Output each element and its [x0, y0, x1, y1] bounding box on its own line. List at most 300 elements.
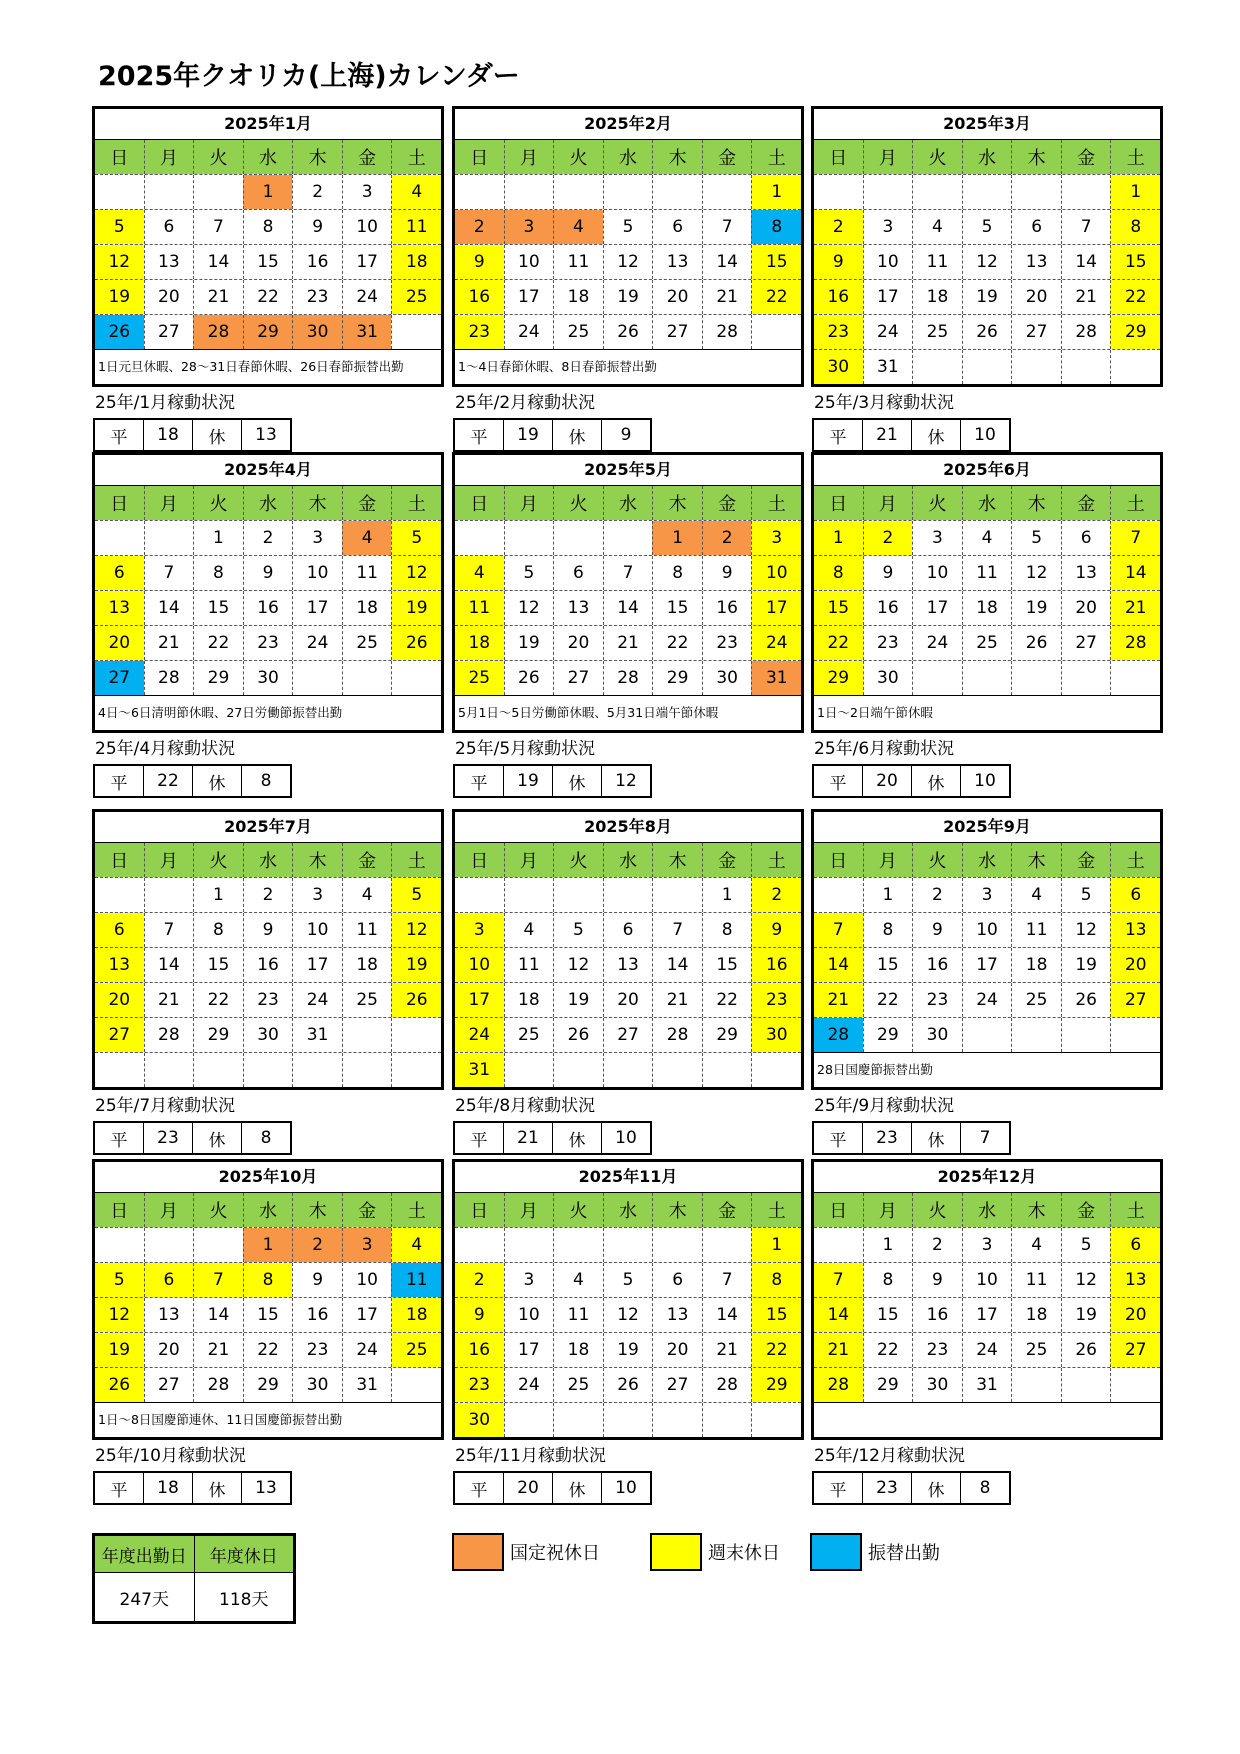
empty-day-cell	[243, 1053, 293, 1087]
week-row	[95, 1017, 441, 1052]
day-cell: 29	[702, 1018, 752, 1052]
weekday-header: 日	[95, 140, 144, 174]
empty-day-cell	[962, 175, 1012, 209]
day-cell: 19	[1061, 1298, 1111, 1332]
month-table	[811, 452, 1163, 733]
status-work-label: 平	[829, 1480, 847, 1501]
day-cell: 24	[863, 315, 913, 349]
day-cell: 1	[652, 521, 702, 555]
weekday-header: 日	[95, 486, 144, 520]
day-cell: 6	[144, 210, 194, 244]
status-rest-label: 休	[911, 766, 960, 796]
weekday-header-row	[455, 140, 801, 174]
weekday-header-row	[95, 843, 441, 877]
day-cell: 10	[342, 210, 392, 244]
day-cell: 18	[455, 626, 504, 660]
day-cell: 21	[193, 280, 243, 314]
month-status-table	[93, 1121, 292, 1155]
month-status-caption: 25年/8月稼動状況	[455, 1096, 596, 1116]
status-rest-label: 休	[552, 1123, 601, 1153]
week-row	[455, 590, 801, 625]
week-row	[814, 1297, 1160, 1332]
day-cell: 23	[912, 983, 962, 1017]
day-cell: 6	[1110, 1228, 1160, 1262]
weekday-header: 月	[863, 843, 913, 877]
day-cell: 3	[962, 1228, 1012, 1262]
weekday-header: 金	[702, 486, 752, 520]
day-cell: 29	[814, 661, 863, 695]
day-cell: 13	[1061, 556, 1111, 590]
day-cell: 9	[912, 913, 962, 947]
day-cell: 16	[814, 280, 863, 314]
day-cell: 18	[553, 280, 603, 314]
week-row	[814, 625, 1160, 660]
weekday-header: 木	[1011, 140, 1061, 174]
weekday-header: 水	[243, 1193, 293, 1227]
empty-day-cell	[603, 175, 653, 209]
day-cell: 2	[292, 1228, 342, 1262]
day-cell: 23	[814, 315, 863, 349]
day-cell: 20	[144, 1333, 194, 1367]
day-cell: 1	[702, 878, 752, 912]
status-rest-count: 7	[960, 1123, 1009, 1153]
day-cell: 28	[652, 1018, 702, 1052]
month-calendar	[92, 1159, 444, 1440]
day-cell: 4	[912, 210, 962, 244]
day-cell: 5	[1061, 878, 1111, 912]
day-cell: 4	[342, 521, 392, 555]
day-cell: 2	[702, 521, 752, 555]
weekday-header: 土	[751, 140, 801, 174]
day-cell: 8	[243, 210, 293, 244]
status-work-label: 平	[470, 773, 488, 794]
day-cell: 5	[603, 1263, 653, 1297]
day-cell: 29	[751, 1368, 801, 1402]
day-cell: 5	[603, 210, 653, 244]
legend-holiday-swatch	[452, 1533, 504, 1571]
day-cell: 24	[962, 1333, 1012, 1367]
day-cell: 5	[553, 913, 603, 947]
day-cell: 24	[912, 626, 962, 660]
day-cell: 7	[1110, 521, 1160, 555]
empty-day-cell	[553, 521, 603, 555]
day-cell: 26	[504, 661, 554, 695]
day-cell: 13	[144, 1298, 194, 1332]
day-cell: 11	[342, 556, 392, 590]
weekday-header: 日	[814, 1193, 863, 1227]
week-row	[455, 912, 801, 947]
day-cell: 10	[292, 913, 342, 947]
weekday-header: 土	[751, 1193, 801, 1227]
status-work-count: 20	[503, 1473, 552, 1503]
week-row	[814, 590, 1160, 625]
day-cell: 30	[912, 1368, 962, 1402]
day-cell: 19	[603, 1333, 653, 1367]
day-cell: 4	[391, 175, 441, 209]
month-title: 2025年3月	[814, 109, 1160, 140]
weekday-header: 火	[912, 843, 962, 877]
month-table	[811, 809, 1163, 1090]
day-cell: 12	[391, 913, 441, 947]
day-cell: 6	[603, 913, 653, 947]
empty-day-cell	[603, 1053, 653, 1087]
day-cell: 16	[292, 1298, 342, 1332]
day-cell: 5	[95, 1263, 144, 1297]
day-cell: 12	[553, 948, 603, 982]
empty-day-cell	[912, 661, 962, 695]
day-cell: 18	[962, 591, 1012, 625]
page-title: 2025年クオリカ(上海)カレンダー	[98, 61, 520, 92]
day-cell: 16	[455, 1333, 504, 1367]
day-cell: 29	[652, 661, 702, 695]
day-cell: 31	[863, 350, 913, 384]
day-cell: 9	[455, 245, 504, 279]
weekday-header-row	[455, 843, 801, 877]
empty-day-cell	[702, 1053, 752, 1087]
empty-day-cell	[814, 878, 863, 912]
weekday-header: 土	[751, 843, 801, 877]
day-cell: 25	[342, 983, 392, 1017]
day-cell: 19	[603, 280, 653, 314]
empty-day-cell	[95, 175, 144, 209]
week-row	[455, 947, 801, 982]
weekday-header: 日	[814, 140, 863, 174]
day-cell: 1	[751, 175, 801, 209]
empty-day-cell	[652, 1053, 702, 1087]
day-cell: 26	[1011, 626, 1061, 660]
day-cell: 31	[342, 1368, 392, 1402]
day-cell: 4	[391, 1228, 441, 1262]
day-cell: 22	[814, 626, 863, 660]
day-cell: 2	[455, 1263, 504, 1297]
empty-day-cell	[504, 1403, 554, 1437]
empty-day-cell	[603, 1228, 653, 1262]
day-cell: 31	[292, 1018, 342, 1052]
weekday-header: 月	[504, 140, 554, 174]
month-status-caption: 25年/7月稼動状況	[95, 1096, 236, 1116]
day-cell: 1	[863, 1228, 913, 1262]
day-cell: 18	[504, 983, 554, 1017]
weekday-header: 水	[962, 486, 1012, 520]
day-cell: 26	[603, 315, 653, 349]
day-cell: 14	[1110, 556, 1160, 590]
month-calendar	[811, 1159, 1163, 1440]
empty-day-cell	[95, 878, 144, 912]
day-cell: 26	[95, 315, 144, 349]
empty-day-cell	[144, 521, 194, 555]
empty-day-cell	[95, 1228, 144, 1262]
week-row	[95, 1297, 441, 1332]
day-cell: 19	[391, 591, 441, 625]
month-title: 2025年8月	[455, 812, 801, 843]
status-rest-count: 9	[601, 420, 650, 450]
day-cell: 12	[95, 245, 144, 279]
week-row	[95, 279, 441, 314]
week-row	[95, 1052, 441, 1087]
legend-weekend	[650, 1533, 780, 1571]
status-work-label: 平	[110, 427, 128, 448]
weekday-header: 月	[863, 140, 913, 174]
day-cell: 19	[1011, 591, 1061, 625]
weekday-header: 火	[912, 486, 962, 520]
status-rest-label: 休	[192, 420, 241, 450]
day-cell: 4	[455, 556, 504, 590]
day-cell: 21	[814, 1333, 863, 1367]
day-cell: 13	[603, 948, 653, 982]
day-cell: 3	[292, 878, 342, 912]
weekday-header: 月	[144, 140, 194, 174]
weekday-header: 火	[912, 140, 962, 174]
day-cell: 30	[455, 1403, 504, 1437]
weekday-header: 水	[603, 486, 653, 520]
day-cell: 5	[391, 878, 441, 912]
empty-day-cell	[455, 878, 504, 912]
day-cell: 18	[342, 948, 392, 982]
status-rest-label: 休	[911, 1123, 960, 1153]
week-row	[455, 1052, 801, 1087]
weekday-header-row	[814, 1193, 1160, 1227]
day-cell: 2	[912, 878, 962, 912]
weekday-header: 木	[652, 140, 702, 174]
day-cell: 18	[342, 591, 392, 625]
day-cell: 17	[504, 1333, 554, 1367]
empty-day-cell	[863, 175, 913, 209]
month-table	[452, 1159, 804, 1440]
day-cell: 6	[95, 913, 144, 947]
empty-day-cell	[1110, 1018, 1160, 1052]
weekday-header: 月	[504, 486, 554, 520]
day-cell: 25	[1011, 1333, 1061, 1367]
weekday-header: 日	[95, 843, 144, 877]
day-cell: 6	[144, 1263, 194, 1297]
day-cell: 23	[243, 626, 293, 660]
empty-day-cell	[504, 175, 554, 209]
week-row	[95, 660, 441, 695]
day-cell: 23	[292, 280, 342, 314]
annual-rest-header: 年度休日	[194, 1536, 294, 1573]
month-status-table	[453, 1471, 652, 1505]
day-cell: 17	[751, 591, 801, 625]
week-row	[95, 314, 441, 349]
month-title: 2025年7月	[95, 812, 441, 843]
week-row	[455, 660, 801, 695]
empty-day-cell	[553, 1053, 603, 1087]
day-cell: 11	[391, 210, 441, 244]
day-cell: 30	[243, 1018, 293, 1052]
weekday-header: 土	[391, 1193, 441, 1227]
weekday-header: 月	[863, 486, 913, 520]
day-cell: 13	[95, 591, 144, 625]
day-cell: 17	[342, 1298, 392, 1332]
day-cell: 22	[751, 280, 801, 314]
day-cell: 26	[1061, 1333, 1111, 1367]
day-cell: 20	[1110, 948, 1160, 982]
month-table	[452, 452, 804, 733]
day-cell: 21	[193, 1333, 243, 1367]
month-status-caption: 25年/4月稼動状況	[95, 739, 236, 759]
weekday-header: 月	[144, 486, 194, 520]
weekday-header-row	[455, 1193, 801, 1227]
day-cell: 21	[702, 280, 752, 314]
day-cell: 1	[863, 878, 913, 912]
empty-day-cell	[603, 878, 653, 912]
day-cell: 19	[1061, 948, 1111, 982]
day-cell: 21	[1061, 280, 1111, 314]
week-row	[95, 1332, 441, 1367]
day-cell: 18	[912, 280, 962, 314]
day-cell: 29	[243, 1368, 293, 1402]
weekday-header: 火	[553, 140, 603, 174]
weekday-header: 火	[193, 843, 243, 877]
weekday-header: 木	[292, 843, 342, 877]
month-title: 2025年9月	[814, 812, 1160, 843]
week-row	[814, 1017, 1160, 1052]
annual-work-value: 247天	[119, 1589, 169, 1610]
day-cell: 10	[751, 556, 801, 590]
weekday-header: 日	[455, 140, 504, 174]
empty-day-cell	[193, 175, 243, 209]
day-cell: 7	[144, 556, 194, 590]
month-status-caption: 25年/1月稼動状況	[95, 393, 236, 413]
weekday-header: 木	[652, 486, 702, 520]
day-cell: 15	[863, 1298, 913, 1332]
weekday-header: 火	[193, 1193, 243, 1227]
month-note	[814, 1402, 1160, 1437]
day-cell: 27	[144, 315, 194, 349]
day-cell: 13	[652, 245, 702, 279]
month-table	[92, 809, 444, 1090]
status-work-count: 20	[862, 766, 911, 796]
month-table	[811, 1159, 1163, 1440]
day-cell: 22	[751, 1333, 801, 1367]
empty-day-cell	[1061, 175, 1111, 209]
day-cell: 12	[504, 591, 554, 625]
day-cell: 27	[144, 1368, 194, 1402]
weekday-header: 木	[1011, 1193, 1061, 1227]
day-cell: 22	[863, 983, 913, 1017]
day-cell: 15	[243, 245, 293, 279]
week-row	[95, 1262, 441, 1297]
day-cell: 30	[292, 1368, 342, 1402]
legend-holiday	[452, 1533, 600, 1571]
day-cell: 24	[342, 1333, 392, 1367]
weekday-header: 火	[553, 486, 603, 520]
week-row	[95, 982, 441, 1017]
weekday-header: 木	[292, 140, 342, 174]
status-work-count: 22	[143, 766, 192, 796]
day-cell: 10	[455, 948, 504, 982]
day-cell: 24	[962, 983, 1012, 1017]
empty-day-cell	[751, 1403, 801, 1437]
day-cell: 15	[1110, 245, 1160, 279]
empty-day-cell	[603, 1403, 653, 1437]
weekday-header: 金	[342, 843, 392, 877]
day-cell: 8	[243, 1263, 293, 1297]
week-row	[814, 209, 1160, 244]
day-cell: 23	[455, 1368, 504, 1402]
month-title: 2025年1月	[95, 109, 441, 140]
day-cell: 19	[504, 626, 554, 660]
day-cell: 23	[912, 1333, 962, 1367]
week-row	[95, 947, 441, 982]
day-cell: 26	[962, 315, 1012, 349]
weekday-header: 木	[292, 486, 342, 520]
empty-day-cell	[1061, 661, 1111, 695]
day-cell: 18	[553, 1333, 603, 1367]
empty-day-cell	[292, 1053, 342, 1087]
day-cell: 21	[1110, 591, 1160, 625]
empty-day-cell	[1011, 175, 1061, 209]
day-cell: 21	[144, 983, 194, 1017]
day-cell: 2	[292, 175, 342, 209]
week-row	[455, 520, 801, 555]
empty-day-cell	[1110, 350, 1160, 384]
weekday-header: 木	[1011, 843, 1061, 877]
month-table	[452, 809, 804, 1090]
status-work-count: 21	[862, 420, 911, 450]
day-cell: 2	[243, 878, 293, 912]
day-cell: 12	[1061, 913, 1111, 947]
day-cell: 25	[342, 626, 392, 660]
weekday-header: 水	[962, 140, 1012, 174]
status-work-label: 平	[829, 1130, 847, 1151]
weekday-header-row	[814, 843, 1160, 877]
week-row	[95, 209, 441, 244]
day-cell: 24	[292, 626, 342, 660]
status-work-label: 平	[110, 1130, 128, 1151]
month-status-table	[453, 418, 652, 452]
day-cell: 29	[1110, 315, 1160, 349]
status-rest-count: 10	[601, 1123, 650, 1153]
month-note: 4日〜6日清明節休暇、27日労働節振替出勤	[95, 695, 441, 730]
week-row	[455, 1297, 801, 1332]
month-calendar	[92, 809, 444, 1090]
day-cell: 3	[342, 1228, 392, 1262]
day-cell: 5	[1061, 1228, 1111, 1262]
month-status-caption: 25年/12月稼動状況	[814, 1446, 965, 1466]
empty-day-cell	[342, 661, 392, 695]
weekday-header: 火	[193, 486, 243, 520]
status-work-label: 平	[470, 1130, 488, 1151]
week-row	[814, 244, 1160, 279]
legend-shift	[810, 1533, 940, 1571]
month-status-table	[812, 764, 1011, 798]
empty-day-cell	[342, 1053, 392, 1087]
day-cell: 19	[95, 280, 144, 314]
day-cell: 29	[243, 315, 293, 349]
day-cell: 14	[603, 591, 653, 625]
day-cell: 20	[95, 983, 144, 1017]
weekday-header: 火	[553, 843, 603, 877]
status-work-label: 平	[470, 1480, 488, 1501]
empty-day-cell	[455, 175, 504, 209]
weekday-header: 金	[1061, 843, 1111, 877]
empty-day-cell	[1011, 1018, 1061, 1052]
day-cell: 8	[751, 1263, 801, 1297]
month-title: 2025年5月	[455, 455, 801, 486]
weekday-header: 土	[1110, 140, 1160, 174]
day-cell: 7	[1061, 210, 1111, 244]
day-cell: 22	[243, 1333, 293, 1367]
month-calendar	[92, 106, 444, 387]
day-cell: 28	[702, 315, 752, 349]
empty-day-cell	[553, 1228, 603, 1262]
day-cell: 20	[144, 280, 194, 314]
day-cell: 14	[193, 1298, 243, 1332]
day-cell: 6	[652, 210, 702, 244]
day-cell: 13	[1110, 1263, 1160, 1297]
day-cell: 15	[193, 948, 243, 982]
